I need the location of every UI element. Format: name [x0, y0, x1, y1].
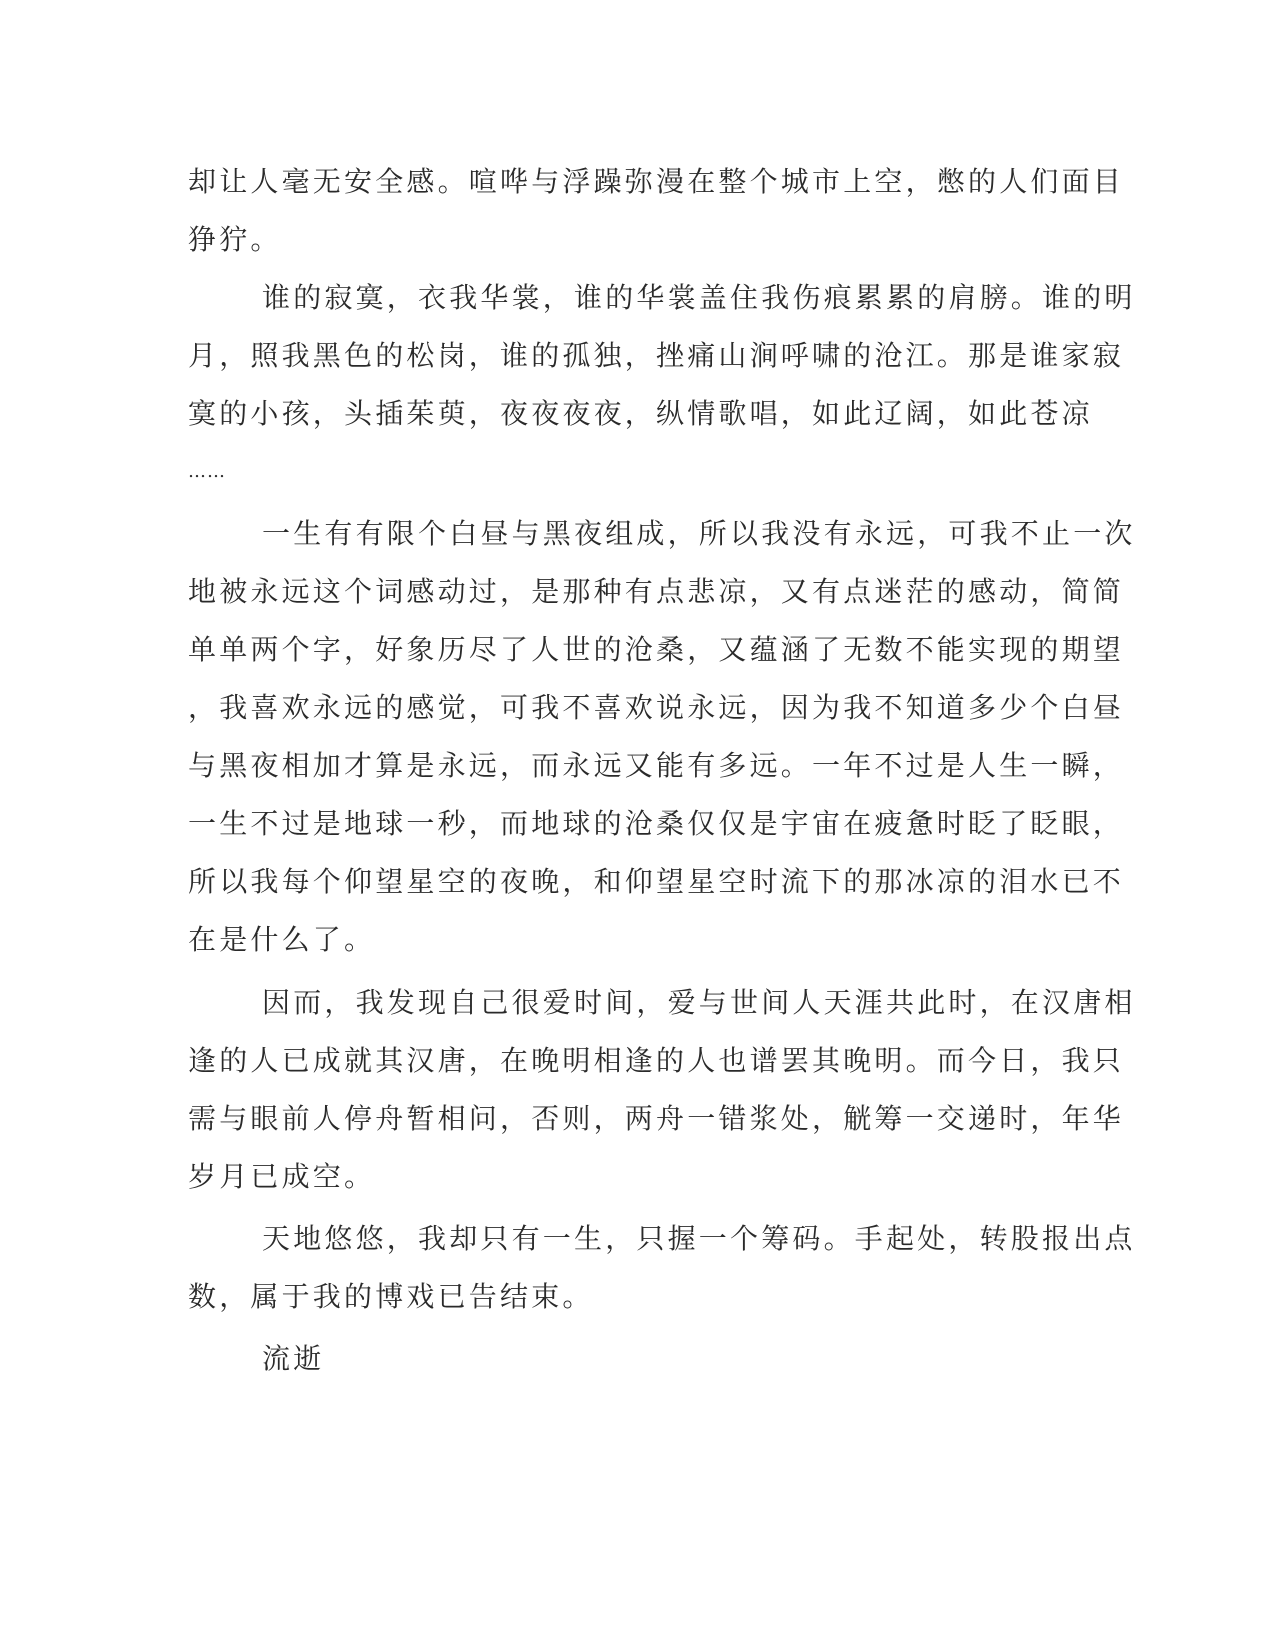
- text-line: 逢的人已成就其汉唐，在晚明相逢的人也谱罢其晚明。而今日，我只: [188, 1044, 1125, 1077]
- text-line: 在是什么了。: [188, 923, 376, 956]
- text-line: 所以我每个仰望星空的夜晚，和仰望星空时流下的那冰凉的泪水已不: [188, 865, 1125, 898]
- text-line: 地被永远这个词感动过，是那种有点悲凉，又有点迷茫的感动，简简: [188, 575, 1125, 608]
- text-line: 单单两个字，好象历尽了人世的沧桑，又蕴涵了无数不能实现的期望: [188, 633, 1125, 666]
- text-line: ，我喜欢永远的感觉，可我不喜欢说永远，因为我不知道多少个白昼: [188, 691, 1125, 724]
- text-line: 与黑夜相加才算是永远，而永远又能有多远。一年不过是人生一瞬，: [188, 749, 1125, 782]
- text-line: 一生不过是地球一秒，而地球的沧桑仅仅是宇宙在疲惫时眨了眨眼，: [188, 807, 1125, 840]
- text-line: 却让人毫无安全感。喧哗与浮躁弥漫在整个城市上空，憋的人们面目: [188, 165, 1125, 198]
- paragraph-first-line: 谁的寂寞，衣我华裳，谁的华裳盖住我伤痕累累的肩膀。谁的明: [262, 281, 1136, 314]
- text-line: 寞的小孩，头插茱萸，夜夜夜夜，纵情歌唱，如此辽阔，如此苍凉: [188, 397, 1093, 430]
- text-line: 月，照我黑色的松岗，谁的孤独，挫痛山涧呼啸的沧江。那是谁家寂: [188, 339, 1125, 372]
- paragraph-first-line: 因而，我发现自己很爱时间，爱与世间人天涯共此时，在汉唐相: [262, 986, 1136, 1019]
- ellipsis-line: ……: [188, 461, 226, 482]
- paragraph-first-line: 一生有有限个白昼与黑夜组成，所以我没有永远，可我不止一次: [262, 517, 1136, 550]
- paragraph-first-line: 天地悠悠，我却只有一生，只握一个筹码。手起处，转股报出点: [262, 1222, 1136, 1255]
- text-line: 数，属于我的博戏已告结束。: [188, 1280, 594, 1313]
- text-line: 需与眼前人停舟暂相问，否则，两舟一错浆处，觥筹一交递时，年华: [188, 1102, 1125, 1135]
- text-line: 狰狞。: [188, 223, 282, 256]
- text-line: 岁月已成空。: [188, 1160, 376, 1193]
- section-heading: 流逝: [262, 1342, 325, 1375]
